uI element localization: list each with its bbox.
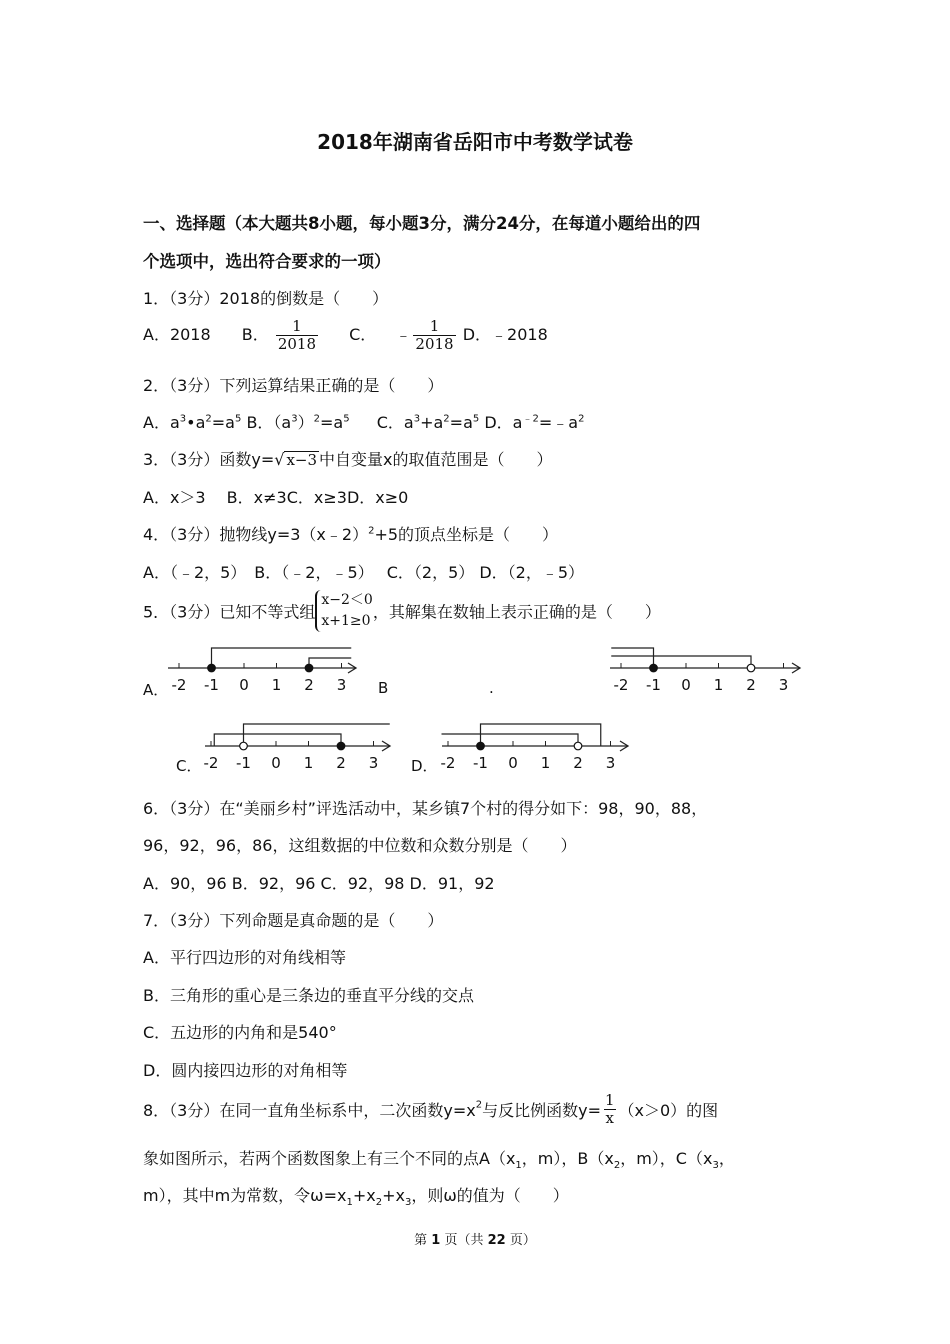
q7-stem: 7．（3分）下列命题是真命题的是（ ） — [143, 911, 444, 930]
tick-label: -2 — [171, 676, 187, 694]
fraction-denominator: 2018 — [415, 335, 454, 353]
q6-stem-line1: 6．（3分）在“美丽乡村”评选活动中，某乡镇7个村的得分如下：98，90，88， — [143, 799, 708, 818]
q1-option-c-label: C． — [349, 325, 377, 344]
q7-option-d: D．圆内接四边形的对角相等 — [143, 1061, 348, 1080]
tick-label: -1 — [204, 676, 219, 694]
solution-bracket — [611, 648, 653, 668]
q2-option-b: B．$(a^3)^2=a^5$ — [246, 413, 350, 433]
page-number: 1 — [431, 1233, 441, 1248]
q1-option-a: A．2018 — [143, 325, 211, 344]
q2-option-d: D．$a^{﹣2}=﹣a^2$ — [484, 413, 585, 433]
tick-label: 1 — [713, 676, 724, 694]
solution-bracket — [244, 724, 390, 746]
q3-options: A．x＞3 B．x≠3C．x≥3D．x≥0 — [143, 488, 409, 507]
closed-endpoint-dot — [208, 664, 216, 672]
q1-stem: 1．（3分）2018的倒数是（ ） — [143, 289, 389, 308]
q8-fraction: $\frac{1}{x}$ — [604, 1091, 615, 1127]
q5-label-b: B — [378, 679, 389, 697]
tick-label: 0 — [271, 754, 281, 772]
q8-stem-line3: m），其中m为常数，令$\omega=x_1+x_2+x_3$，则ω的值为（ ） — [143, 1186, 569, 1209]
open-endpoint-dot — [574, 742, 582, 750]
solution-bracket — [481, 724, 601, 746]
q1-option-d: D．﹣2018 — [462, 325, 548, 344]
q3-radicand: x−3 — [286, 451, 318, 469]
tick-label: -1 — [236, 754, 251, 772]
q2-option-a: A．$a^3•a^2=a^5$ — [143, 413, 242, 433]
tick-label: 3 — [336, 676, 347, 694]
tick-label: 3 — [368, 754, 379, 772]
page-total: 22 — [487, 1233, 506, 1248]
number-line-option-a — [168, 648, 356, 694]
closed-endpoint-dot — [477, 742, 485, 750]
q5-label-d: D． — [411, 757, 438, 775]
tick-label: -2 — [440, 754, 456, 772]
q5-label-b-dot: . — [489, 679, 494, 697]
solution-bracket — [442, 734, 579, 746]
section-heading-line1: 一、选择题（本大题共8小题，每小题3分，满分24分，在每道小题给出的四 — [143, 214, 701, 233]
page-footer: 第 1 页（共 22 页） — [414, 1233, 536, 1248]
inequality-1: x−2＜0 — [321, 592, 373, 608]
tick-label: 2 — [746, 676, 756, 694]
q6-options: A．90，96 B．92，96 C．92，98 D．91，92 — [143, 874, 495, 893]
tick-label: 3 — [778, 676, 789, 694]
solution-bracket — [611, 656, 751, 668]
tick-label: -1 — [473, 754, 488, 772]
q5-stem: 5．（3分）已知不等式组x−2＜0 x+1≥0 ，其解集在数轴上表示正确的是（ ） — [143, 590, 661, 632]
q7-option-b: B．三角形的重心是三条边的垂直平分线的交点 — [143, 986, 474, 1005]
fraction-numerator: 1 — [292, 317, 302, 335]
tick-label: -1 — [646, 676, 661, 694]
tick-label: 2 — [336, 754, 346, 772]
q7-option-c: C．五边形的内角和是540° — [143, 1023, 337, 1042]
closed-endpoint-dot — [650, 664, 658, 672]
tick-label: 0 — [239, 676, 249, 694]
tick-label: -2 — [613, 676, 629, 694]
open-endpoint-dot — [240, 742, 248, 750]
section-heading-line2: 个选项中，选出符合要求的一项） — [143, 252, 391, 271]
tick-label: 1 — [540, 754, 551, 772]
q2-stem: 2．（3分）下列运算结果正确的是（ ） — [143, 376, 444, 395]
closed-endpoint-dot — [337, 742, 345, 750]
solution-bracket — [214, 734, 341, 746]
q6-stem-line2: 96，92，96，86，这组数据的中位数和众数分别是（ ） — [143, 836, 577, 855]
fraction-numerator: 1 — [429, 317, 440, 335]
closed-endpoint-dot — [305, 664, 313, 672]
number-line-option-b — [610, 648, 800, 694]
tick-label: 2 — [573, 754, 583, 772]
q5-label-a: A． — [143, 681, 169, 699]
tick-label: 1 — [271, 676, 282, 694]
tick-label: 0 — [508, 754, 518, 772]
q1-option-b-label: B． — [241, 325, 269, 344]
q4-stem: 4．（3分）抛物线y=3（x﹣2）$^2$+5的顶点坐标是（ ） — [143, 525, 559, 544]
q4-options: A．（﹣2，5） B．（﹣2，﹣5） C．（2，5） D．（2，﹣5） — [143, 563, 585, 582]
q5-label-c: C． — [176, 757, 202, 775]
q1-option-c-sign: ﹣ — [395, 325, 412, 344]
open-endpoint-dot — [747, 664, 755, 672]
sqrt-sign-icon: √ — [274, 450, 285, 469]
q2-option-c: C．$a^3+a^2=a^5$ — [376, 413, 480, 433]
fraction-denominator: 2018 — [277, 335, 317, 353]
q8-stem-line2: 象如图所示，若两个函数图象上有三个不同的点$A(x_1$，m），$B(x_2$，m），$C(x_3$， — [143, 1149, 735, 1172]
tick-label: -2 — [203, 754, 219, 772]
tick-label: 2 — [304, 676, 314, 694]
number-line-option-d — [441, 724, 628, 772]
number-line-option-c — [204, 724, 390, 772]
q8-stem-line1: 8．（3分）在同一直角坐标系中，二次函数$y=x^2$与反比例函数y= $\frac{1}{x}$ （x＞0）的图 — [143, 1091, 719, 1127]
inequality-2: x+1≥0 — [321, 613, 371, 629]
solution-bracket — [309, 658, 351, 668]
tick-label: 0 — [681, 676, 691, 694]
tick-label: 1 — [303, 754, 314, 772]
page-title: 2018年湖南省岳阳市中考数学试卷 — [317, 130, 633, 154]
q3-stem: 3．（3分）函数y=√ x−3 中自变量x的取值范围是（ ） — [143, 450, 553, 469]
q7-option-a: A．平行四边形的对角线相等 — [143, 948, 346, 967]
tick-label: 3 — [605, 754, 616, 772]
